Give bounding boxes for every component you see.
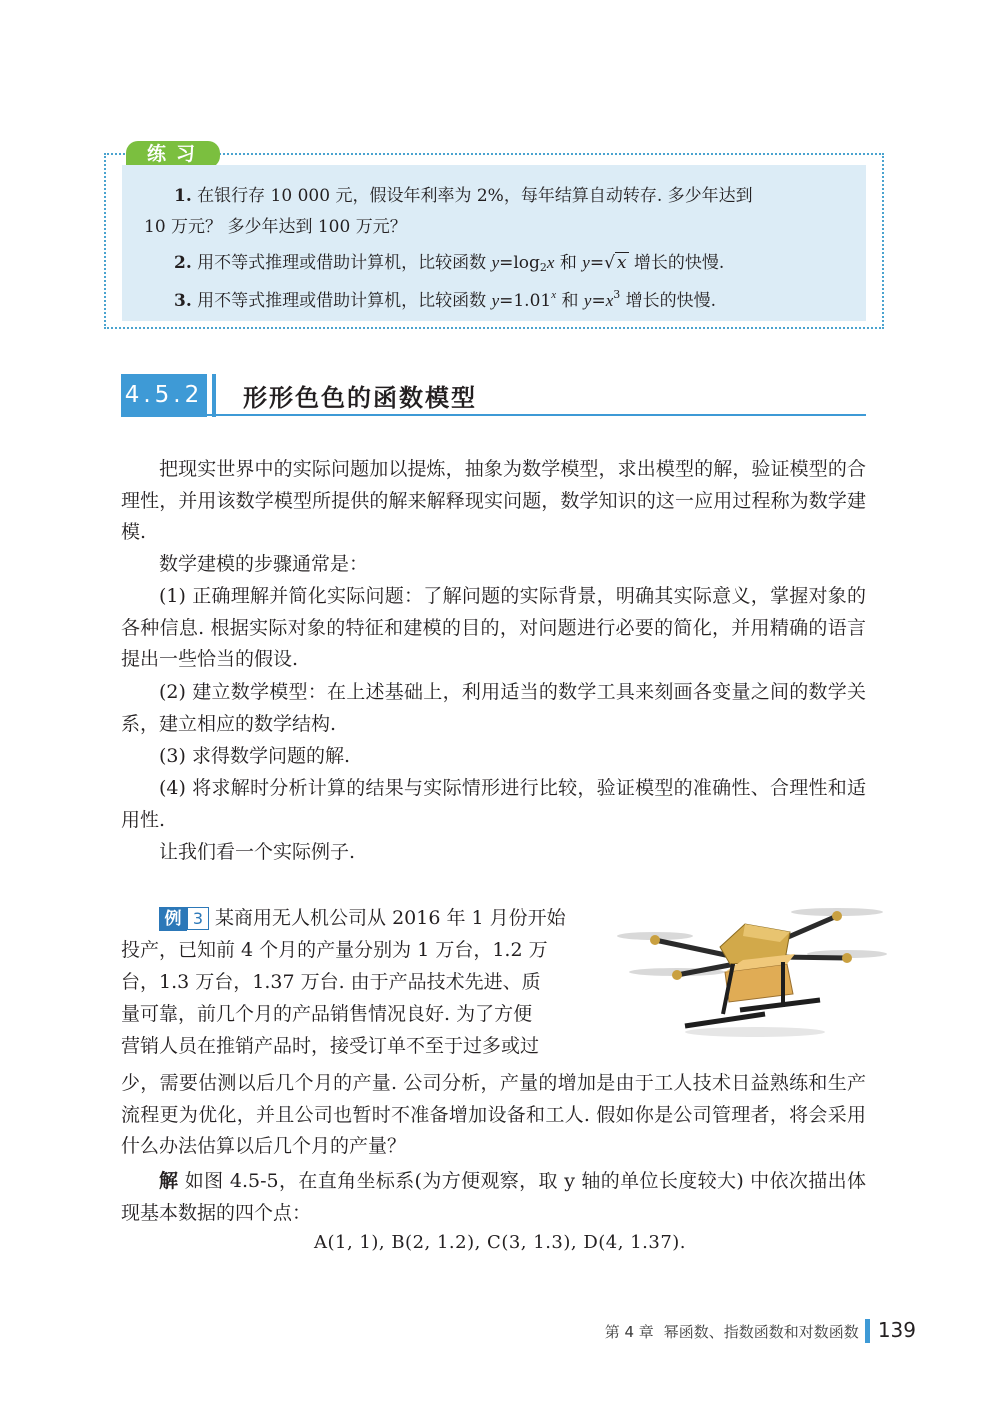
paragraph-step-1: (1) 正确理解并简化实际问题：了解问题的实际背景，明确其实际意义，掌握对象的各种信息. 根据实际对象的特征和建模的目的，对问题进行必要的简化，并用精确的语言提出一些恰当的假设. <box>121 585 866 670</box>
paragraph-intro: 把现实世界中的实际问题加以提炼，抽象为数学模型，求出模型的解，验证模型的合理性，并用该数学模型所提供的解来解释现实问题，数学知识的这一应用过程称为数学建模. <box>121 458 866 543</box>
example-text-rest: 少，需要估测以后几个月的产量. 公司分析，产量的增加是由于工人技术日益熟练和生产流程更为优化，并且公司也暂时不准备增加设备和工人. 假如你是公司管理者，将会采用什么办法估算以后几个月的产量？ <box>121 1072 866 1157</box>
solution-label: 解 <box>159 1170 179 1192</box>
section-underline <box>121 414 866 416</box>
practice-item-1-cont: 10 万元？ 多少年达到 100 万元？ <box>144 217 407 237</box>
example-line-5: 营销人员在推销产品时，接受订单不至于过多或过 <box>121 1035 540 1057</box>
solution-paragraph: 解 如图 4.5-5，在直角坐标系(为方便观察，取 y 轴的单位长度较大) 中依次描出体现基本数据的四个点： <box>121 1170 866 1224</box>
paragraph-steps-intro: 数学建模的步骤通常是： <box>159 553 369 575</box>
practice-item-2: 2. 用不等式推理或借助计算机，比较函数 $y=\log_2x$ 和 y=√ x 增长的快慢. <box>174 253 725 274</box>
data-points-line: A(1, 1), B(2, 1.2), C(3, 1.3), D(4, 1.37). <box>313 1232 687 1253</box>
practice-box <box>104 143 884 329</box>
paragraph-example-lead: 让我们看一个实际例子. <box>159 841 356 863</box>
footer-bar <box>865 1319 870 1343</box>
practice-content <box>122 165 866 321</box>
page-number: 139 <box>877 1318 916 1342</box>
example-label: 例 <box>159 907 187 931</box>
paragraph-step-3: (3) 求得数学问题的解. <box>159 745 350 767</box>
practice-tab: 练习 <box>126 141 220 168</box>
drone-image <box>615 902 890 1042</box>
example-text-block: 例 3 某商用无人机公司从 2016 年 1 月份开始 <box>121 903 591 935</box>
practice-item-3: 3. 用不等式推理或借助计算机，比较函数 $y=1.01^x$ 和 $y=x^3$ 增长的快慢. <box>174 288 717 311</box>
paragraph-step-4: (4) 将求解时分析计算的结果与实际情形进行比较，验证模型的准确性、合理性和适用性. <box>121 777 866 831</box>
practice-item-1: 1. 在银行存 10 000 元，假设年利率为 2%，每年结算自动转存. 多少年达到 <box>174 186 753 206</box>
footer-chapter: 第 4 章 <box>604 1323 654 1341</box>
section-divider-bar <box>212 374 216 417</box>
example-line-2: 投产，已知前 4 个月的产量分别为 1 万台，1.2 万 <box>121 939 548 961</box>
example-line-3: 台，1.3 万台，1.37 万台. 由于产品技术先进、质 <box>121 971 541 993</box>
footer-chapter-title: 幂函数、指数函数和对数函数 <box>663 1323 859 1341</box>
section-number: 4.5.2 <box>121 374 207 417</box>
example-number: 3 <box>187 907 209 930</box>
page-footer <box>605 1318 916 1343</box>
paragraph-step-2: (2) 建立数学模型：在上述基础上，利用适当的数学工具来刻画各变量之间的数学关系，建立相应的数学结构. <box>121 681 866 735</box>
section-title: 形形色色的函数模型 <box>243 384 477 412</box>
example-line-4: 量可靠，前几个月的产品销售情况良好. 为了方便 <box>121 1003 533 1025</box>
